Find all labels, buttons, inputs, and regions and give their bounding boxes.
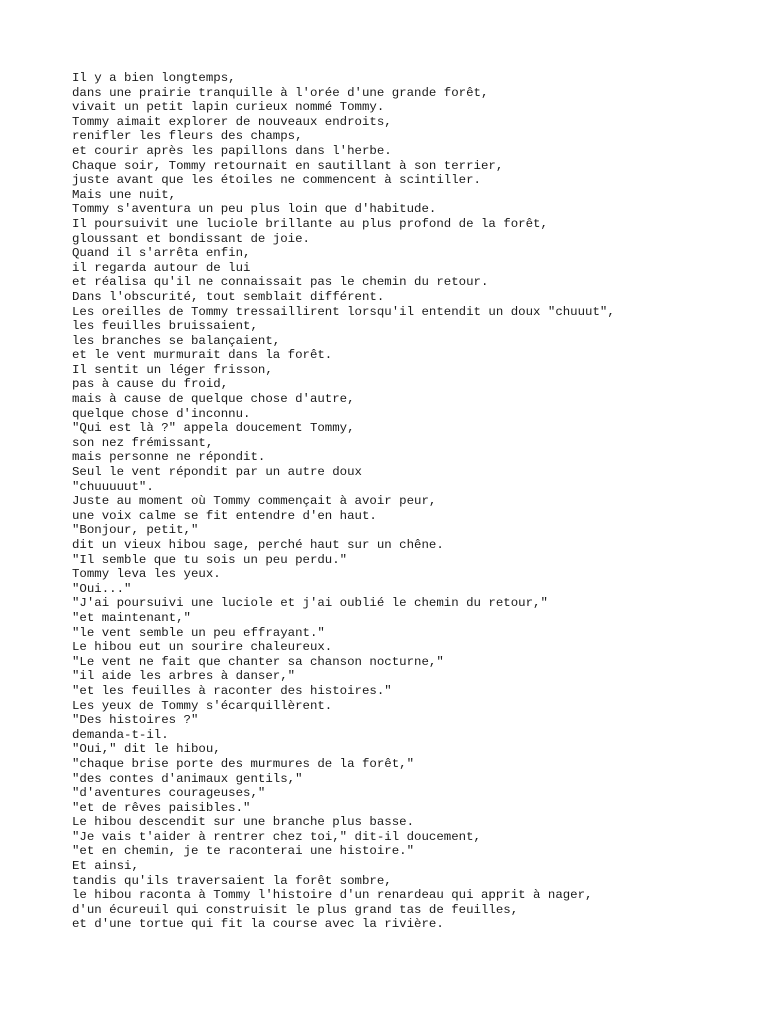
text-line: "Je vais t'aider à rentrer chez toi," dit-il doucement, [72, 829, 481, 844]
text-line: "Qui est là ?" appela doucement Tommy, [72, 421, 355, 436]
text-line: Et ainsi, [72, 859, 139, 874]
text-line: son nez frémissant, [72, 435, 214, 450]
text-line: Chaque soir, Tommy retournait en sautillant à son terrier, [72, 158, 504, 173]
text-line: "et en chemin, je te raconterai une histoire." [72, 844, 415, 859]
text-line: Tommy leva les yeux. [72, 567, 221, 582]
text-line: "et les feuilles à raconter des histoires." [72, 683, 392, 698]
text-line: Mais une nuit, [72, 187, 177, 202]
text-line: Tommy s'aventura un peu plus loin que d'habitude. [72, 202, 437, 217]
text-line: juste avant que les étoiles ne commencent à scintiller. [72, 173, 481, 188]
text-line: "Il semble que tu sois un peu perdu." [72, 552, 348, 567]
text-line: mais à cause de quelque chose d'autre, [72, 392, 355, 407]
text-line: "et de rêves paisibles." [72, 800, 251, 815]
text-line: Il sentit un léger frisson, [72, 362, 273, 377]
text-line: et le vent murmurait dans la forêt. [72, 348, 333, 363]
text-line: les feuilles bruissaient, [72, 319, 258, 334]
text-line: demanda-t-il. [72, 727, 169, 742]
text-line: renifler les fleurs des champs, [72, 129, 303, 144]
text-line: Dans l'obscurité, tout semblait différent. [72, 289, 385, 304]
text-line: "chuuuuut". [72, 479, 154, 494]
text-line: et réalisa qu'il ne connaissait pas le chemin du retour. [72, 275, 489, 290]
text-line: Le hibou descendit sur une branche plus basse. [72, 815, 415, 830]
text-line: Seul le vent répondit par un autre doux [72, 465, 362, 480]
text-line: mais personne ne répondit. [72, 450, 266, 465]
text-line: "et maintenant," [72, 610, 191, 625]
text-line: "Le vent ne fait que chanter sa chanson nocturne," [72, 654, 444, 669]
text-line: le hibou raconta à Tommy l'histoire d'un renardeau qui apprit à nager, [72, 888, 593, 903]
text-line: une voix calme se fit entendre d'en haut. [72, 508, 377, 523]
story-text [72, 71, 752, 932]
text-line: "J'ai poursuivi une luciole et j'ai oublié le chemin du retour," [72, 596, 548, 611]
text-line: et courir après les papillons dans l'herbe. [72, 143, 392, 158]
text-line: Il y a bien longtemps, [72, 71, 236, 85]
text-line: "le vent semble un peu effrayant." [72, 625, 325, 640]
text-line: Il poursuivit une luciole brillante au plus profond de la forêt, [72, 216, 548, 231]
text-line: quelque chose d'inconnu. [72, 406, 251, 421]
text-line: "des contes d'animaux gentils," [72, 771, 303, 786]
text-line: il regarda autour de lui [72, 260, 251, 275]
text-line: Tommy aimait explorer de nouveaux endroits, [72, 114, 392, 129]
text-line: vivait un petit lapin curieux nommé Tommy. [72, 100, 385, 115]
text-line: "Bonjour, petit," [72, 523, 199, 538]
text-line: "Oui," dit le hibou, [72, 742, 221, 757]
text-line: les branches se balançaient, [72, 333, 281, 348]
text-line: Quand il s'arrêta enfin, [72, 246, 251, 261]
text-line: gloussant et bondissant de joie. [72, 231, 310, 246]
text-line: "Des histoires ?" [72, 713, 199, 728]
text-line: pas à cause du froid, [72, 377, 229, 392]
text-line: et d'une tortue qui fit la course avec la rivière. [72, 917, 444, 932]
text-line: "Oui..." [72, 581, 132, 596]
text-line: Le hibou eut un sourire chaleureux. [72, 640, 333, 655]
text-line: Les yeux de Tommy s'écarquillèrent. [72, 698, 333, 713]
document-page [72, 71, 752, 932]
text-line: dit un vieux hibou sage, perché haut sur un chêne. [72, 538, 444, 552]
text-line: "chaque brise porte des murmures de la forêt," [72, 756, 415, 771]
text-line: Les oreilles de Tommy tressaillirent lorsqu'il entendit un doux "chuuut", [72, 304, 615, 319]
text-line: dans une prairie tranquille à l'orée d'une grande forêt, [72, 85, 489, 100]
text-line: d'un écureuil qui construisit le plus grand tas de feuilles, [72, 902, 519, 917]
text-line: "il aide les arbres à danser," [72, 669, 296, 684]
text-line: "d'aventures courageuses," [72, 786, 266, 801]
text-line: Juste au moment où Tommy commençait à avoir peur, [72, 494, 437, 509]
text-line: tandis qu'ils traversaient la forêt sombre, [72, 873, 392, 888]
